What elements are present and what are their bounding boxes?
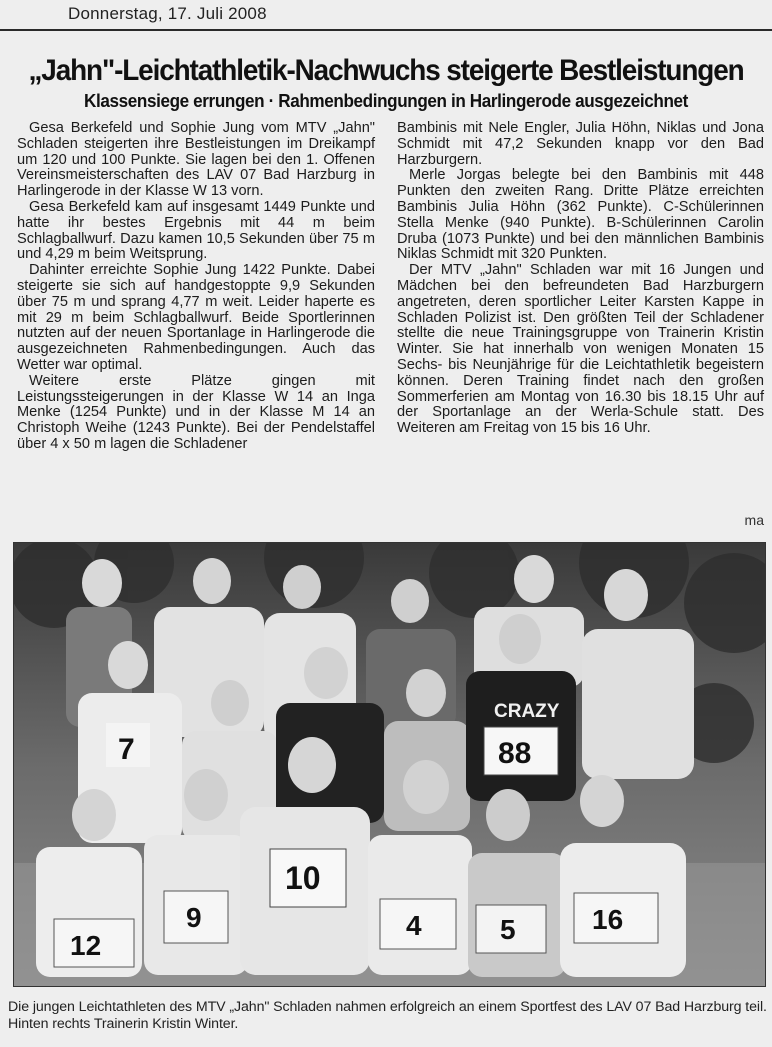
headline: „Jahn"-Leichtathletik-Nachwuchs steigerte Bestleistungen [28,54,744,87]
photo-caption: Die jungen Leichtathleten des MTV „Jahn" Schladen nahmen erfolgreich an einem Sportfest des LAV 07 Bad Harzburg teil. Hinten rechts Trainerin Kristin Winter. [8,999,767,1032]
bib-number: 88 [498,737,532,770]
paragraph: Gesa Berkefeld kam auf insgesamt 1449 Punkte und hatte ihr bestes Ergebnis mit 44 m beim Schlagballwurf. Dazu kamen 10,5 Sekunden über 75 m und 4,29 m beim Weitsprung. [17,198,375,263]
subheadline: Klassensiege errungen · Rahmenbedingungen in Harlingerode ausgezeichnet [84,91,688,111]
bib-number: 9 [186,902,202,933]
top-rule [0,29,772,31]
paragraph: Dahinter erreichte Sophie Jung 1422 Punkte. Dabei steigerte sie sich auf handgestoppte 9,9 Sekunden über 75 m und sprang 4,77 m weit. Leider haperte es mit 29 m beim Schlagballwurf. Beide Sportlerinnen nutzten auf der neuen Sportanlage in Harlingerode die ausgezeichneten Rahmenbedingungen. Auch das Wetter war optimal. [17,262,375,373]
bib-number: 5 [500,914,516,945]
paragraph: Weitere erste Plätze gingen mit Leistungssteigerungen in der Klasse W 14 an Inga Menke (1254 Punkte) und in der Klasse M 14 an Christoph Weihe (1243 Punkte). Bei der Pendelstaffel über 4 x 50 m lagen die Schladener [17,372,375,452]
team-photo-illustration [14,543,765,986]
article-column-right [397,121,764,437]
team-photo [13,542,766,987]
bib-number: 4 [406,910,422,941]
dateline: Donnerstag, 17. Juli 2008 [68,4,267,23]
bib-number: 16 [592,904,624,935]
bib-number: 12 [70,930,102,961]
bib-number: 7 [118,733,135,766]
article-column-left [17,121,375,453]
author-signature: ma [744,512,764,528]
bib-number: 10 [285,860,321,896]
paragraph: Der MTV „Jahn" Schladen war mit 16 Jungen und Mädchen bei den befreundeten Bad Harzburgern angetreten, deren sportlicher Leiter Karsten Kappe in Schladen Polizist ist. Den größten Teil der Schladener stellte die neue Trainingsgruppe von Trainerin Kristin Winter. Sie hat innerhalb von wenigen Monaten 15 Sechs- bis Neunjährige für die Leichtathletik begeistern können. Deren Training findet nach den großen Sommerferien am Montag von 16.30 bis 18.15 Uhr auf der Sportanlage an der Werla-Schule statt. Des Weiteren am Freitag von 15 bis 16 Uhr. [397,262,764,437]
paragraph: Gesa Berkefeld und Sophie Jung vom MTV „Jahn" Schladen steigerten ihre Bestleistungen im Dreikampf um 120 und 100 Punkte. Sie lagen bei den 1. Offenen Vereinsmeisterschaften des LAV 07 Bad Harzburg in Harlingerode in der Klasse W 13 vorn. [17,120,375,200]
paragraph: Merle Jorgas belegte bei den Bambinis mit 448 Punkten den zweiten Rang. Dritte Plätze erreichten Bambinis Julia Höhn (362 Punkte). C-Schülerinnen Stella Menke (940 Punkte). B-Schülerinnen Carolin Druba (1073 Punkte) und bei den männlichen Bambinis Niklas Schmidt mit 320 Punkten. [397,167,764,263]
shirt-slogan: CRAZY [494,701,560,722]
paragraph: Bambinis mit Nele Engler, Julia Höhn, Niklas und Jona Schmidt mit 47,2 Sekunden knapp vor den Bad Harzburgern. [397,120,764,168]
